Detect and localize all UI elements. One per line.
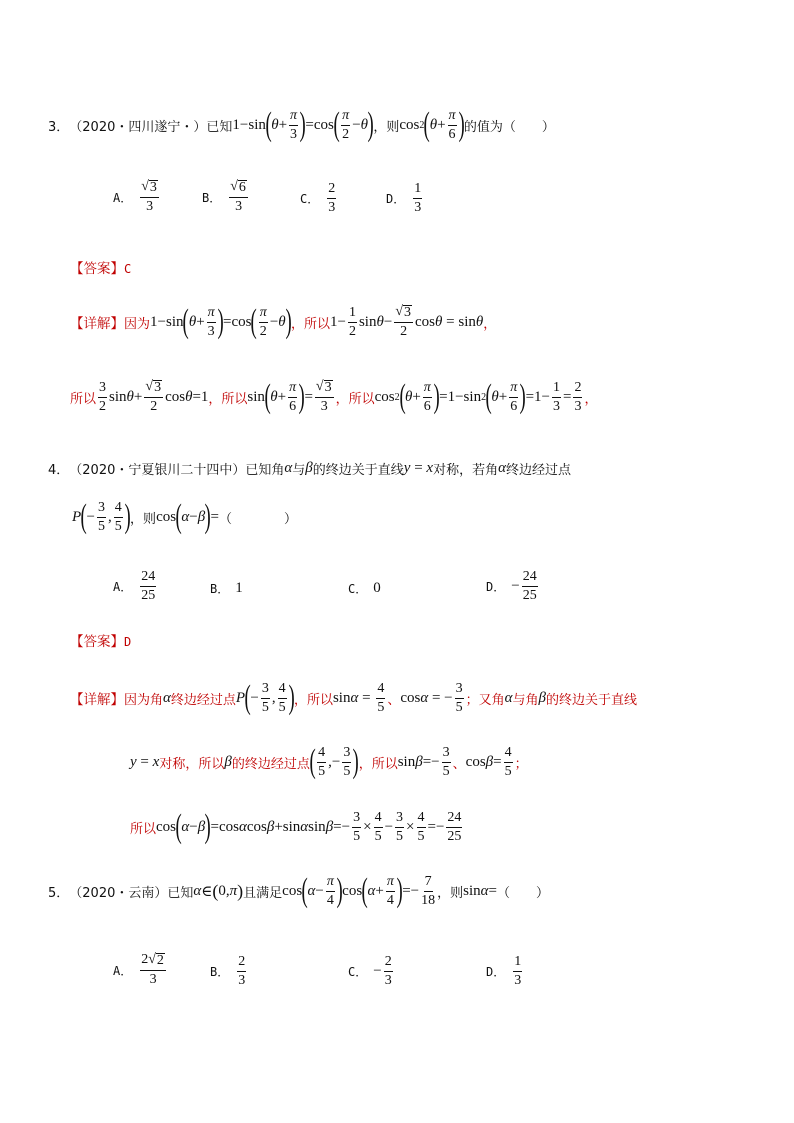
q3-equation: 1−sin ( θ + π 3 ) =cos ( π 2 − θ ): [232, 106, 374, 143]
q4-answer: 【答案】D: [70, 634, 132, 650]
q3-option-b[interactable]: B． √ 6 3: [202, 179, 246, 214]
q3-detail-line1: 【详解】 因为 1−sin ( θ + π 3 ) =cos ( π 2 − θ ) ，所以 1− 1 2 sin θ − √ 3 2 cos θ = sin θ ，: [70, 303, 497, 340]
q5-option-d[interactable]: D． 1 3: [486, 954, 522, 988]
q3-stem: 3． （2020・四川遂宁・） 已知 1−sin ( θ + π 3 ) =cos ( π 2 − θ ) ，则 cos 2 ( θ + π 6 ) 的值为（ ）: [48, 106, 555, 143]
q3-target-expression: cos 2 ( θ + π 6 ): [399, 106, 465, 143]
q4-option-b[interactable]: B． 1: [210, 580, 243, 596]
q4-detail-line3: 所以 cos ( α − β ) =cos α cos β +sin α sin β =− 3 5 × 4 5 − 3 5 × 4 5 =− 24 25: [130, 808, 462, 845]
q3-answer: 【答案】C: [70, 261, 132, 277]
q4-detail-line1: 【详解】 因为角 α 终边经过点 P ( − 3 5 , 4 5 ) ，所以 sin α = 4 5 、 cos α = − 3 5 ；又角 α 与角 β 的终边关于直线: [70, 679, 638, 716]
q3-detail-line2: 所以 3 2 sin θ + √ 3 2 cos θ =1 ，所以 sin ( θ + π 6 ) = √ 3 3 ，所以 cos 2 ( θ + π 6 ) =1−sin 2 ( θ + π 6 ) =1− 1 3 = 2 3 ，: [70, 378, 598, 415]
q4-option-c[interactable]: C． 0: [348, 580, 381, 596]
q4-stem-line2: P ( − 3 5 , 4 5 ) ，则 cos ( α − β ) = （ ）: [72, 498, 298, 535]
q5-option-c[interactable]: C． − 2 3: [348, 954, 392, 988]
q3-option-a[interactable]: A． √ 3 3: [113, 179, 157, 214]
q3-option-c[interactable]: C． 2 3: [300, 181, 336, 215]
q5-option-b[interactable]: B． 2 3: [210, 954, 246, 988]
q4-stem-line1: 4． （2020・宁夏银川二十四中） 已知角 α 与 β 的终边关于直线 y = x 对称，若角 α 终边经过点: [48, 460, 571, 478]
q4-detail-line2: y = x 对称，所以 β 的终边经过点 ( 4 5 ,− 3 5 ) ，所以 sin β =− 3 5 、 cos β = 4 5 ；: [130, 743, 528, 780]
q4-option-a[interactable]: A． 24 25: [113, 569, 156, 603]
q3-option-d[interactable]: D． 1 3: [386, 181, 422, 215]
q5-option-a[interactable]: A． 2 √ 2 3: [113, 952, 164, 987]
q4-option-d[interactable]: D． − 24 25: [486, 569, 537, 603]
q5-stem: 5． （2020・云南） 已知 α ∈ ( 0, π ) 且满足 cos ( α − π 4 ) cos ( α + π 4 ) =− 7 18 ，则 sin α = （ ）: [48, 872, 549, 909]
